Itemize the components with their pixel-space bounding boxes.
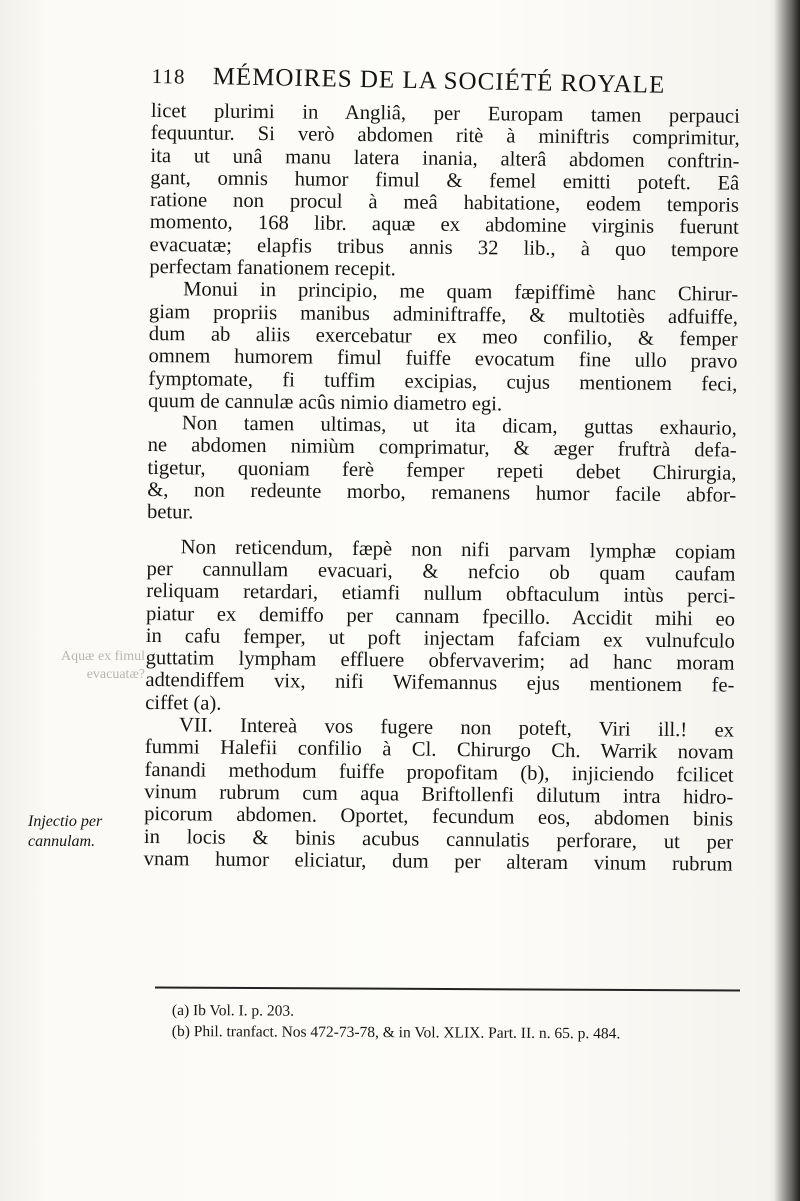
text-line: piatur ex demiffo per cannam fpecillo. Accidit mihi eo [145,602,736,631]
text-line: omnem humorem fimul fuiffe evocatum fine ullo pravo [148,345,738,373]
text-line: Non reticendum, fæpè non nifi parvam lymphæ copiam [180,535,736,564]
text-line: perfectam fanationem recepit. [149,256,396,281]
text-line: dum ab aliis exercebatur ex meo confilio, & femper [148,322,738,351]
bleed-note-line: Aquæ ex fimul [61,649,145,664]
text-line: reliquam retardari, etiamfi nullum obftaculum intùs perci- [146,580,736,608]
text-line: ratione non procul à meâ habitatione, eodem temporis [149,189,740,217]
margin-note-line: cannulam. [28,833,96,850]
text-line: &, non redeunte morbo, remanens humor facile abfor- [147,479,737,507]
text-line: picorum abdomen. Oportet, fecundum eos, abdomen binis [144,803,734,831]
text-line: ita ut unâ manu latera inania, alterâ abdomen conftrin- [150,144,740,173]
text-line: in locis & binis acubus cannulatis perforare, ut per [143,825,734,854]
margin-note-line: Injectio per [28,813,103,830]
text-line: gant, omnis humor fimul & femel emitti poteft. Eâ [150,166,740,195]
text-line: evacuatæ; elapfis tribus annis 32 lib., à quo tempore [149,233,739,262]
text-line: licet plurimi in Angliâ, per Europam tamen perpauci [150,100,740,128]
running-header [151,62,711,101]
text-line: VII. Intereà vos fugere non poteft, Viri ill.! ex [178,714,735,742]
paragraph-5 [144,714,734,876]
bleed-through-margin-note [15,648,145,684]
text-line: per cannullam evacuari, & nefcio ob quam caufam [146,557,736,586]
text-line: ne abdomen nimiùm comprimatur, & æger fruftrà defa- [147,434,737,463]
text-line: fequuntur. Si verò abdomen ritè à miniftris comprimitur, [150,122,740,150]
margin-note [28,812,138,852]
paragraph-2 [148,278,738,417]
footnote-b: (b) Phil. tranfact. Nos 472-73-78, & in Vol. XLIX. Part. II. n. 65. p. 484. [171,1022,621,1043]
text-line: tigetur, quoniam ferè femper repeti debet Chirurgia, [147,456,737,485]
page-number: 118 [151,63,186,89]
text-line: adtendiffem vix, nifi Wifemannus ejus mentionem fe- [145,669,735,698]
text-line: fummi Halefii confilio à Cl. Chirurgo Ch. Warrik novam [144,736,734,764]
text-line: ciffet (a). [145,691,222,715]
page-gutter-shadow [774,0,800,1201]
paragraph-4 [145,536,736,720]
text-line: vnam humor eliciatur, dum per alteram vinum rubrum [143,847,733,876]
text-line: giam propriis manibus adminiftraffe, & multotiès adfuiffe, [148,300,739,329]
footnotes [172,1000,762,1045]
text-line: fymptomate, fi tuffim excipias, cujus mentionem feci, [148,367,738,396]
text-line: Monui in principio, me quam fæpiffimè hanc Chirur- [183,278,739,307]
running-title: MÉMOIRES DE LA SOCIÉTÉ ROYALE [212,63,666,99]
paragraph-3 [147,412,737,529]
bleed-note-line: evacuatæ? [86,667,145,682]
text-line: vinum rubrum cum aqua Briftollenfi dilutum intra hidro- [144,780,734,809]
footnote-a: (a) Ib Vol. I. p. 203. [171,1002,295,1020]
footnote-rule [155,986,740,991]
text-line: quum de cannulæ acûs nimio diametro egi. [148,389,503,416]
main-text [144,100,740,876]
text-line: betur. [146,501,194,524]
paragraph-1 [149,100,740,284]
text-line: in cafu femper, ut poft injectam fafciam ex vulnufculo [145,624,735,653]
text-line: momento, 168 libr. aquæ ex abdomine virginis fuerunt [149,211,739,240]
text-line: Non tamen ultimas, ut ita dicam, guttas exhaurio, [181,412,737,440]
text-line: fanandi methodum fuiffe propofitam (b), injiciendo fcilicet [144,758,734,787]
text-line: guttatim lympham effluere obfervaverim; ad hanc moram [145,647,735,675]
